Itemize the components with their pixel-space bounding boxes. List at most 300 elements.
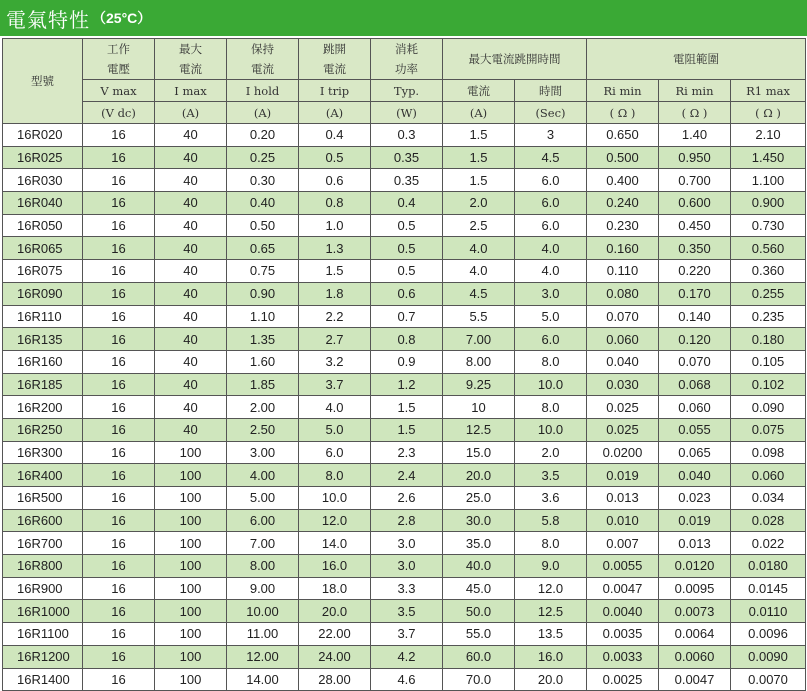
cell-ri-min-2: 0.140 bbox=[659, 305, 731, 328]
cell-r1-max: 0.730 bbox=[731, 214, 806, 237]
cell-v-max: 16 bbox=[83, 418, 155, 441]
table-row bbox=[3, 441, 806, 464]
cell-i-hold: 9.00 bbox=[227, 577, 299, 600]
cell-model: 16R040 bbox=[3, 192, 83, 215]
cell-trip-time: 6.0 bbox=[515, 192, 587, 215]
cell-r1-max: 0.0090 bbox=[731, 645, 806, 668]
cell-trip-time: 6.0 bbox=[515, 169, 587, 192]
cell-ri-min-1: 0.230 bbox=[587, 214, 659, 237]
table-row bbox=[3, 282, 806, 305]
cell-i-hold: 2.00 bbox=[227, 396, 299, 419]
cell-r1-max: 0.255 bbox=[731, 282, 806, 305]
cell-trip-time: 5.0 bbox=[515, 305, 587, 328]
cell-v-max: 16 bbox=[83, 373, 155, 396]
cell-i-trip: 8.0 bbox=[299, 464, 371, 487]
cell-i-max: 100 bbox=[155, 487, 227, 510]
cell-ri-min-1: 0.0025 bbox=[587, 668, 659, 691]
cell-i-hold: 1.10 bbox=[227, 305, 299, 328]
unit-r1-max: ( Ω ) bbox=[731, 102, 806, 124]
cell-model: 16R090 bbox=[3, 282, 83, 305]
cell-model: 16R800 bbox=[3, 555, 83, 578]
header-ri-min-2: Ri min bbox=[659, 80, 731, 102]
title-bar bbox=[0, 0, 807, 36]
cell-ri-min-1: 0.019 bbox=[587, 464, 659, 487]
cell-ri-min-1: 0.060 bbox=[587, 328, 659, 351]
cell-i-max: 40 bbox=[155, 373, 227, 396]
cell-v-max: 16 bbox=[83, 350, 155, 373]
header-model: 型號 bbox=[3, 39, 83, 124]
cell-i-max: 100 bbox=[155, 441, 227, 464]
cell-i-max: 40 bbox=[155, 350, 227, 373]
cell-i-max: 100 bbox=[155, 623, 227, 646]
header-power-typ: Typ. bbox=[371, 80, 443, 102]
cell-v-max: 16 bbox=[83, 441, 155, 464]
electrical-characteristics-table bbox=[2, 38, 806, 691]
cell-i-trip: 18.0 bbox=[299, 577, 371, 600]
cell-i-trip: 1.3 bbox=[299, 237, 371, 260]
cell-i-max: 40 bbox=[155, 237, 227, 260]
cell-i-max: 100 bbox=[155, 464, 227, 487]
header-i-trip-cn-2: 電流 bbox=[323, 62, 346, 76]
header-i-trip: I trip bbox=[299, 80, 371, 102]
cell-trip-time: 5.8 bbox=[515, 509, 587, 532]
cell-trip-current: 20.0 bbox=[443, 464, 515, 487]
cell-trip-current: 2.5 bbox=[443, 214, 515, 237]
cell-i-trip: 20.0 bbox=[299, 600, 371, 623]
cell-trip-current: 4.0 bbox=[443, 260, 515, 283]
cell-power: 3.0 bbox=[371, 532, 443, 555]
unit-ri-min-2: ( Ω ) bbox=[659, 102, 731, 124]
cell-v-max: 16 bbox=[83, 169, 155, 192]
cell-v-max: 16 bbox=[83, 214, 155, 237]
cell-i-max: 40 bbox=[155, 418, 227, 441]
table-row bbox=[3, 577, 806, 600]
cell-ri-min-1: 0.0055 bbox=[587, 555, 659, 578]
cell-ri-min-1: 0.160 bbox=[587, 237, 659, 260]
cell-i-trip: 1.0 bbox=[299, 214, 371, 237]
cell-model: 16R400 bbox=[3, 464, 83, 487]
cell-model: 16R030 bbox=[3, 169, 83, 192]
cell-ri-min-2: 0.700 bbox=[659, 169, 731, 192]
cell-model: 16R1200 bbox=[3, 645, 83, 668]
table-row bbox=[3, 555, 806, 578]
cell-trip-current: 40.0 bbox=[443, 555, 515, 578]
cell-power: 2.4 bbox=[371, 464, 443, 487]
header-power-cn-2: 功率 bbox=[395, 62, 418, 76]
cell-i-max: 100 bbox=[155, 668, 227, 691]
cell-r1-max: 0.075 bbox=[731, 418, 806, 441]
cell-r1-max: 0.0180 bbox=[731, 555, 806, 578]
cell-power: 0.5 bbox=[371, 237, 443, 260]
cell-trip-current: 8.00 bbox=[443, 350, 515, 373]
page-title: 電氣特性 bbox=[6, 7, 90, 32]
cell-model: 16R500 bbox=[3, 487, 83, 510]
cell-power: 1.2 bbox=[371, 373, 443, 396]
cell-power: 3.3 bbox=[371, 577, 443, 600]
cell-v-max: 16 bbox=[83, 396, 155, 419]
cell-r1-max: 0.0096 bbox=[731, 623, 806, 646]
unit-trip-time: (Sec) bbox=[515, 102, 587, 124]
cell-i-max: 40 bbox=[155, 305, 227, 328]
cell-trip-time: 12.5 bbox=[515, 600, 587, 623]
table-row bbox=[3, 645, 806, 668]
cell-ri-min-2: 0.068 bbox=[659, 373, 731, 396]
cell-i-max: 40 bbox=[155, 214, 227, 237]
table-row bbox=[3, 146, 806, 169]
cell-trip-time: 6.0 bbox=[515, 214, 587, 237]
table-row bbox=[3, 237, 806, 260]
cell-ri-min-2: 0.065 bbox=[659, 441, 731, 464]
cell-r1-max: 0.102 bbox=[731, 373, 806, 396]
cell-ri-min-2: 0.0064 bbox=[659, 623, 731, 646]
header-i-hold: I hold bbox=[227, 80, 299, 102]
cell-ri-min-2: 0.220 bbox=[659, 260, 731, 283]
cell-i-trip: 1.8 bbox=[299, 282, 371, 305]
header-i-hold-cn bbox=[227, 39, 299, 80]
cell-i-trip: 0.4 bbox=[299, 124, 371, 147]
cell-model: 16R050 bbox=[3, 214, 83, 237]
cell-trip-current: 12.5 bbox=[443, 418, 515, 441]
cell-trip-time: 10.0 bbox=[515, 418, 587, 441]
cell-power: 3.5 bbox=[371, 600, 443, 623]
cell-power: 1.5 bbox=[371, 418, 443, 441]
cell-model: 16R900 bbox=[3, 577, 83, 600]
cell-ri-min-2: 0.0120 bbox=[659, 555, 731, 578]
cell-ri-min-1: 0.070 bbox=[587, 305, 659, 328]
cell-i-hold: 5.00 bbox=[227, 487, 299, 510]
table-row bbox=[3, 214, 806, 237]
cell-i-max: 40 bbox=[155, 396, 227, 419]
cell-i-trip: 2.2 bbox=[299, 305, 371, 328]
cell-i-trip: 0.5 bbox=[299, 146, 371, 169]
cell-r1-max: 0.028 bbox=[731, 509, 806, 532]
cell-v-max: 16 bbox=[83, 192, 155, 215]
cell-trip-time: 10.0 bbox=[515, 373, 587, 396]
cell-i-max: 100 bbox=[155, 645, 227, 668]
cell-v-max: 16 bbox=[83, 555, 155, 578]
cell-trip-time: 9.0 bbox=[515, 555, 587, 578]
table-row bbox=[3, 623, 806, 646]
cell-i-trip: 3.2 bbox=[299, 350, 371, 373]
cell-i-max: 40 bbox=[155, 260, 227, 283]
header-r1-max: R1 max bbox=[731, 80, 806, 102]
table-row bbox=[3, 509, 806, 532]
table-row bbox=[3, 600, 806, 623]
cell-ri-min-1: 0.500 bbox=[587, 146, 659, 169]
cell-model: 16R300 bbox=[3, 441, 83, 464]
cell-i-max: 40 bbox=[155, 124, 227, 147]
cell-trip-time: 16.0 bbox=[515, 645, 587, 668]
cell-trip-current: 4.5 bbox=[443, 282, 515, 305]
unit-i-hold: (A) bbox=[227, 102, 299, 124]
table-row bbox=[3, 464, 806, 487]
cell-ri-min-2: 0.013 bbox=[659, 532, 731, 555]
cell-v-max: 16 bbox=[83, 328, 155, 351]
cell-r1-max: 0.105 bbox=[731, 350, 806, 373]
cell-ri-min-2: 1.40 bbox=[659, 124, 731, 147]
cell-ri-min-1: 0.013 bbox=[587, 487, 659, 510]
cell-v-max: 16 bbox=[83, 509, 155, 532]
cell-power: 0.5 bbox=[371, 214, 443, 237]
temperature-note: （25°C） bbox=[92, 10, 152, 26]
cell-trip-time: 20.0 bbox=[515, 668, 587, 691]
header-power-cn-1: 消耗 bbox=[395, 42, 418, 56]
cell-i-max: 40 bbox=[155, 282, 227, 305]
header-trip-current: 電流 bbox=[443, 80, 515, 102]
cell-i-trip: 0.8 bbox=[299, 192, 371, 215]
cell-ri-min-2: 0.023 bbox=[659, 487, 731, 510]
header-i-trip-cn bbox=[299, 39, 371, 80]
cell-i-trip: 28.00 bbox=[299, 668, 371, 691]
cell-v-max: 16 bbox=[83, 487, 155, 510]
cell-v-max: 16 bbox=[83, 623, 155, 646]
cell-trip-current: 4.0 bbox=[443, 237, 515, 260]
cell-power: 0.9 bbox=[371, 350, 443, 373]
cell-ri-min-2: 0.0073 bbox=[659, 600, 731, 623]
cell-power: 0.6 bbox=[371, 282, 443, 305]
cell-r1-max: 0.180 bbox=[731, 328, 806, 351]
table-row bbox=[3, 124, 806, 147]
cell-r1-max: 0.0110 bbox=[731, 600, 806, 623]
cell-ri-min-1: 0.080 bbox=[587, 282, 659, 305]
cell-i-hold: 8.00 bbox=[227, 555, 299, 578]
header-v-max-cn-1: 工作 bbox=[107, 42, 130, 56]
cell-trip-time: 4.5 bbox=[515, 146, 587, 169]
cell-i-trip: 2.7 bbox=[299, 328, 371, 351]
cell-i-trip: 1.5 bbox=[299, 260, 371, 283]
cell-trip-current: 5.5 bbox=[443, 305, 515, 328]
header-i-trip-cn-1: 跳開 bbox=[323, 42, 346, 56]
cell-trip-time: 4.0 bbox=[515, 260, 587, 283]
cell-trip-current: 60.0 bbox=[443, 645, 515, 668]
cell-trip-current: 15.0 bbox=[443, 441, 515, 464]
cell-i-hold: 1.35 bbox=[227, 328, 299, 351]
cell-trip-current: 25.0 bbox=[443, 487, 515, 510]
unit-i-max: (A) bbox=[155, 102, 227, 124]
cell-r1-max: 0.0070 bbox=[731, 668, 806, 691]
cell-trip-time: 3.5 bbox=[515, 464, 587, 487]
unit-trip-current: (A) bbox=[443, 102, 515, 124]
cell-trip-current: 2.0 bbox=[443, 192, 515, 215]
cell-r1-max: 1.100 bbox=[731, 169, 806, 192]
cell-r1-max: 0.098 bbox=[731, 441, 806, 464]
cell-model: 16R160 bbox=[3, 350, 83, 373]
cell-i-max: 100 bbox=[155, 600, 227, 623]
cell-r1-max: 0.235 bbox=[731, 305, 806, 328]
cell-power: 3.0 bbox=[371, 555, 443, 578]
cell-ri-min-2: 0.0095 bbox=[659, 577, 731, 600]
cell-trip-time: 6.0 bbox=[515, 328, 587, 351]
cell-i-hold: 0.75 bbox=[227, 260, 299, 283]
cell-r1-max: 0.560 bbox=[731, 237, 806, 260]
cell-v-max: 16 bbox=[83, 668, 155, 691]
cell-ri-min-2: 0.060 bbox=[659, 396, 731, 419]
cell-model: 16R1100 bbox=[3, 623, 83, 646]
cell-v-max: 16 bbox=[83, 282, 155, 305]
cell-v-max: 16 bbox=[83, 260, 155, 283]
cell-i-trip: 24.00 bbox=[299, 645, 371, 668]
cell-trip-current: 1.5 bbox=[443, 146, 515, 169]
cell-r1-max: 0.900 bbox=[731, 192, 806, 215]
cell-trip-current: 1.5 bbox=[443, 124, 515, 147]
cell-trip-current: 70.0 bbox=[443, 668, 515, 691]
cell-trip-time: 3.0 bbox=[515, 282, 587, 305]
cell-trip-time: 8.0 bbox=[515, 396, 587, 419]
cell-i-hold: 0.25 bbox=[227, 146, 299, 169]
table-row bbox=[3, 328, 806, 351]
header-v-max-cn-2: 電壓 bbox=[107, 62, 130, 76]
cell-power: 0.7 bbox=[371, 305, 443, 328]
cell-trip-current: 55.0 bbox=[443, 623, 515, 646]
cell-trip-current: 35.0 bbox=[443, 532, 515, 555]
cell-i-hold: 3.00 bbox=[227, 441, 299, 464]
cell-model: 16R075 bbox=[3, 260, 83, 283]
table-row bbox=[3, 260, 806, 283]
cell-i-hold: 6.00 bbox=[227, 509, 299, 532]
cell-ri-min-2: 0.450 bbox=[659, 214, 731, 237]
cell-i-max: 100 bbox=[155, 532, 227, 555]
cell-trip-time: 12.0 bbox=[515, 577, 587, 600]
header-trip-time: 時間 bbox=[515, 80, 587, 102]
cell-v-max: 16 bbox=[83, 577, 155, 600]
cell-trip-time: 8.0 bbox=[515, 350, 587, 373]
cell-trip-time: 2.0 bbox=[515, 441, 587, 464]
cell-model: 16R110 bbox=[3, 305, 83, 328]
table-row bbox=[3, 532, 806, 555]
cell-power: 0.4 bbox=[371, 192, 443, 215]
header-ri-min-1: Ri min bbox=[587, 80, 659, 102]
table-row bbox=[3, 192, 806, 215]
cell-model: 16R200 bbox=[3, 396, 83, 419]
header-power-cn bbox=[371, 39, 443, 80]
cell-ri-min-1: 0.025 bbox=[587, 418, 659, 441]
cell-i-max: 40 bbox=[155, 146, 227, 169]
cell-power: 4.6 bbox=[371, 668, 443, 691]
cell-ri-min-2: 0.040 bbox=[659, 464, 731, 487]
table-row bbox=[3, 169, 806, 192]
cell-ri-min-2: 0.120 bbox=[659, 328, 731, 351]
cell-i-hold: 10.00 bbox=[227, 600, 299, 623]
cell-model: 16R600 bbox=[3, 509, 83, 532]
table-row bbox=[3, 350, 806, 373]
cell-model: 16R025 bbox=[3, 146, 83, 169]
cell-model: 16R1400 bbox=[3, 668, 83, 691]
cell-i-trip: 3.7 bbox=[299, 373, 371, 396]
unit-i-trip: (A) bbox=[299, 102, 371, 124]
cell-ri-min-1: 0.040 bbox=[587, 350, 659, 373]
cell-power: 1.5 bbox=[371, 396, 443, 419]
table-row bbox=[3, 487, 806, 510]
cell-model: 16R250 bbox=[3, 418, 83, 441]
cell-i-hold: 0.50 bbox=[227, 214, 299, 237]
header-i-max: I max bbox=[155, 80, 227, 102]
cell-i-trip: 0.6 bbox=[299, 169, 371, 192]
cell-power: 0.5 bbox=[371, 260, 443, 283]
header-v-max-cn bbox=[83, 39, 155, 80]
cell-r1-max: 0.022 bbox=[731, 532, 806, 555]
cell-r1-max: 0.360 bbox=[731, 260, 806, 283]
cell-ri-min-2: 0.950 bbox=[659, 146, 731, 169]
cell-power: 0.8 bbox=[371, 328, 443, 351]
cell-ri-min-1: 0.030 bbox=[587, 373, 659, 396]
cell-trip-current: 50.0 bbox=[443, 600, 515, 623]
cell-trip-time: 13.5 bbox=[515, 623, 587, 646]
cell-ri-min-1: 0.650 bbox=[587, 124, 659, 147]
cell-v-max: 16 bbox=[83, 464, 155, 487]
table-row bbox=[3, 418, 806, 441]
cell-ri-min-1: 0.007 bbox=[587, 532, 659, 555]
cell-r1-max: 1.450 bbox=[731, 146, 806, 169]
cell-ri-min-2: 0.0047 bbox=[659, 668, 731, 691]
cell-i-hold: 0.20 bbox=[227, 124, 299, 147]
cell-i-hold: 0.30 bbox=[227, 169, 299, 192]
cell-i-trip: 16.0 bbox=[299, 555, 371, 578]
table-body bbox=[3, 124, 806, 691]
cell-i-max: 100 bbox=[155, 509, 227, 532]
cell-ri-min-1: 0.400 bbox=[587, 169, 659, 192]
cell-i-max: 40 bbox=[155, 192, 227, 215]
table-row bbox=[3, 373, 806, 396]
cell-i-trip: 5.0 bbox=[299, 418, 371, 441]
cell-v-max: 16 bbox=[83, 600, 155, 623]
cell-ri-min-1: 0.0200 bbox=[587, 441, 659, 464]
cell-trip-current: 45.0 bbox=[443, 577, 515, 600]
cell-model: 16R020 bbox=[3, 124, 83, 147]
cell-model: 16R1000 bbox=[3, 600, 83, 623]
cell-i-max: 40 bbox=[155, 328, 227, 351]
cell-r1-max: 0.0145 bbox=[731, 577, 806, 600]
cell-trip-current: 30.0 bbox=[443, 509, 515, 532]
cell-ri-min-1: 0.010 bbox=[587, 509, 659, 532]
cell-trip-current: 7.00 bbox=[443, 328, 515, 351]
cell-power: 0.3 bbox=[371, 124, 443, 147]
cell-model: 16R065 bbox=[3, 237, 83, 260]
cell-trip-time: 4.0 bbox=[515, 237, 587, 260]
cell-i-hold: 0.90 bbox=[227, 282, 299, 305]
cell-ri-min-2: 0.600 bbox=[659, 192, 731, 215]
cell-power: 0.35 bbox=[371, 146, 443, 169]
cell-i-hold: 1.85 bbox=[227, 373, 299, 396]
cell-ri-min-2: 0.055 bbox=[659, 418, 731, 441]
cell-i-max: 40 bbox=[155, 169, 227, 192]
header-i-max-cn-1: 最大 bbox=[179, 42, 202, 56]
cell-i-hold: 4.00 bbox=[227, 464, 299, 487]
cell-trip-time: 3.6 bbox=[515, 487, 587, 510]
unit-ri-min-1: ( Ω ) bbox=[587, 102, 659, 124]
cell-i-trip: 12.0 bbox=[299, 509, 371, 532]
cell-i-trip: 10.0 bbox=[299, 487, 371, 510]
cell-ri-min-1: 0.240 bbox=[587, 192, 659, 215]
cell-i-trip: 22.00 bbox=[299, 623, 371, 646]
table-row bbox=[3, 396, 806, 419]
cell-v-max: 16 bbox=[83, 146, 155, 169]
cell-ri-min-1: 0.0033 bbox=[587, 645, 659, 668]
cell-r1-max: 2.10 bbox=[731, 124, 806, 147]
unit-v-max: (V dc) bbox=[83, 102, 155, 124]
cell-v-max: 16 bbox=[83, 237, 155, 260]
cell-i-max: 100 bbox=[155, 555, 227, 578]
cell-ri-min-1: 0.0047 bbox=[587, 577, 659, 600]
cell-model: 16R135 bbox=[3, 328, 83, 351]
cell-trip-time: 3 bbox=[515, 124, 587, 147]
cell-power: 2.3 bbox=[371, 441, 443, 464]
cell-v-max: 16 bbox=[83, 532, 155, 555]
cell-ri-min-2: 0.070 bbox=[659, 350, 731, 373]
cell-r1-max: 0.060 bbox=[731, 464, 806, 487]
cell-i-hold: 11.00 bbox=[227, 623, 299, 646]
cell-v-max: 16 bbox=[83, 305, 155, 328]
cell-r1-max: 0.090 bbox=[731, 396, 806, 419]
